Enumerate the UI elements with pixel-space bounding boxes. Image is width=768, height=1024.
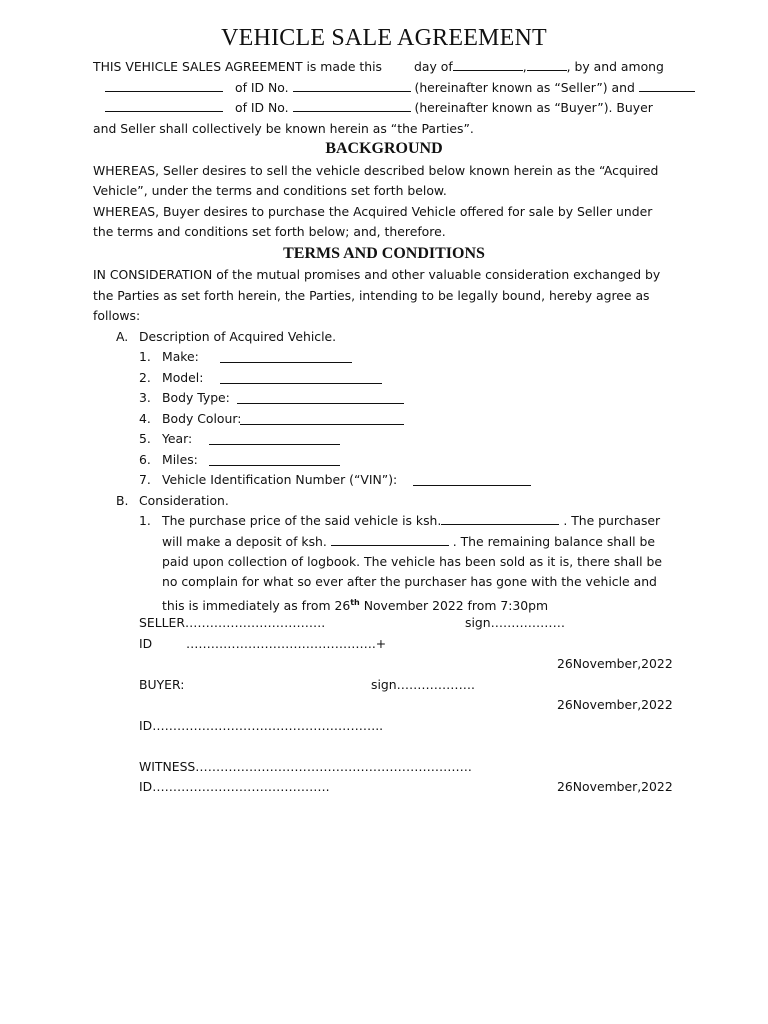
make-label: Make: [162, 349, 199, 364]
consideration-line-4: no complain for what so ever after the purchaser has gone with the vehicle and [162, 574, 657, 589]
item-number: 6. [139, 452, 151, 467]
intro-line-4: and Seller shall collectively be known herein as “the Parties”. [93, 121, 474, 136]
buyer-id-blank[interactable] [293, 99, 411, 112]
buyer-id-line: ID……………………………………………….. [139, 718, 384, 733]
seller-id-label: ID [139, 636, 153, 651]
year-blank[interactable] [209, 432, 340, 445]
seller-line: SELLER……………………………. [139, 615, 326, 630]
seller-sign-line: sign……………… [465, 615, 565, 630]
intro-line-2: of ID No. (hereinafter known as “Seller”) and [93, 79, 695, 97]
vin-blank[interactable] [413, 473, 531, 486]
body-type-label: Body Type: [162, 390, 230, 405]
buyer-sign-line: sign………………. [371, 677, 475, 692]
day-blank[interactable] [453, 58, 523, 71]
seller-date: 26November,2022 [557, 656, 673, 671]
buyer-name-blank-2[interactable] [105, 99, 223, 112]
intro-line-3: of ID No. (hereinafter known as “Buyer”). Buyer [93, 99, 653, 117]
witness-id-line: ID……………………………………. [139, 779, 330, 794]
deposit-blank[interactable] [331, 533, 449, 546]
section-a-marker: A. [116, 329, 129, 344]
miles-blank[interactable] [209, 453, 340, 466]
buyer-name-blank[interactable] [639, 79, 695, 92]
buyer-line: BUYER: [139, 677, 185, 692]
section-b-title: Consideration. [139, 493, 229, 508]
consideration-line-2: will make a deposit of ksh. . The remaining balance shall be [162, 534, 656, 549]
buyer-date: 26November,2022 [557, 697, 673, 712]
item-number: 3. [139, 390, 151, 405]
seller-id-blank[interactable] [293, 79, 411, 92]
body-colour-label: Body Colour: [162, 411, 242, 426]
section-b-marker: B. [116, 493, 129, 508]
body-colour-blank[interactable] [240, 412, 404, 425]
miles-label: Miles: [162, 452, 198, 467]
seller-id-dots: ……………………………………….+ [186, 636, 387, 651]
background-line: WHEREAS, Buyer desires to purchase the Acquired Vehicle offered for sale by Seller under [93, 204, 653, 219]
make-blank[interactable] [220, 350, 352, 363]
consideration-line-1: The purchase price of the said vehicle is ksh. . The purchaser [162, 513, 661, 528]
item-number: 5. [139, 431, 151, 446]
model-label: Model: [162, 370, 204, 385]
section-a-title: Description of Acquired Vehicle. [139, 329, 337, 344]
background-heading: BACKGROUND [325, 140, 443, 157]
item-number: 2. [139, 370, 151, 385]
seller-name-blank[interactable] [105, 79, 223, 92]
intro-line-1: THIS VEHICLE SALES AGREEMENT is made this day of , , by and among [93, 59, 664, 74]
model-blank[interactable] [220, 371, 382, 384]
background-line: WHEREAS, Seller desires to sell the vehicle described below known herein as the “Acquired [93, 163, 659, 178]
terms-line: the Parties as set forth herein, the Parties, intending to be legally bound, hereby agree as [93, 288, 650, 303]
consideration-line-3: paid upon collection of logbook. The vehicle has been sold as it is, there shall be [162, 554, 663, 569]
background-line: Vehicle”, under the terms and conditions set forth below. [93, 183, 447, 198]
terms-line: follows: [93, 308, 141, 323]
witness-line: WITNESS…………………………………………………………. [139, 759, 472, 774]
vin-label: Vehicle Identification Number (“VIN”): [162, 472, 398, 487]
item-number: 7. [139, 472, 151, 487]
terms-heading: TERMS AND CONDITIONS [283, 245, 485, 262]
item-number: 4. [139, 411, 151, 426]
year-label: Year: [162, 431, 193, 446]
item-number: 1. [139, 513, 151, 528]
terms-line: IN CONSIDERATION of the mutual promises and other valuable consideration exchanged by [93, 267, 661, 282]
consideration-line-5: this is immediately as from 26th November 2022 from 7:30pm [162, 598, 549, 614]
witness-date: 26November,2022 [557, 779, 673, 794]
purchase-price-blank[interactable] [441, 512, 559, 525]
background-line: the terms and conditions set forth below; and, therefore. [93, 224, 446, 239]
document-title: VEHICLE SALE AGREEMENT [221, 25, 547, 51]
body-type-blank[interactable] [237, 391, 404, 404]
month-blank[interactable] [527, 58, 567, 71]
item-number: 1. [139, 349, 151, 364]
